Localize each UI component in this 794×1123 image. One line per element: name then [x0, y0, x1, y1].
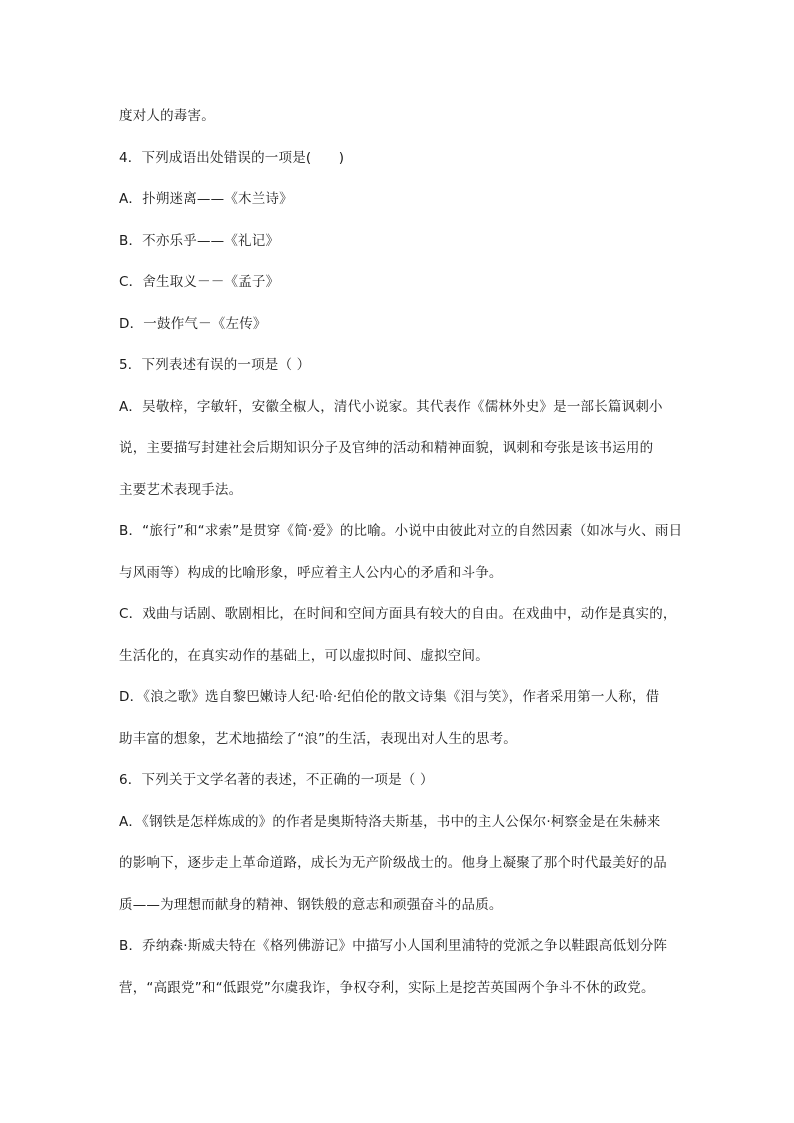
- question-6-option-a: A．《钢铁是怎样炼成的》的作者是奥斯特洛夫斯基，书中的主人公保尔·柯察金是在朱赫来: [119, 814, 661, 830]
- question-4-option-b: B．不亦乐乎——《礼记》: [119, 233, 280, 249]
- question-6-option-b: B．乔纳森·斯威夫特在《格列佛游记》中描写小人国利里浦特的党派之争以鞋跟高低划分阵: [119, 938, 668, 954]
- question-4-option-d: D．一鼓作气－《左传》: [119, 316, 267, 332]
- question-5-stem: 5．下列表述有误的一项是（ ）: [119, 357, 311, 373]
- question-5-option-d-cont: 助丰富的想象，艺术地描绘了“浪”的生活，表现出对人生的思考。: [119, 731, 517, 747]
- question-5-option-c: C．戏曲与话剧、歌剧相比，在时间和空间方面具有较大的自由。在戏曲中，动作是真实的，: [119, 606, 677, 622]
- question-5-option-d: D．《浪之歌》选自黎巴嫩诗人纪·哈·纪伯伦的散文诗集《泪与笑》，作者采用第一人称，借: [119, 689, 660, 705]
- question-5-option-a-cont: 主要艺术表现手法。: [119, 482, 243, 498]
- question-5-option-c-cont: 生活化的，在真实动作的基础上，可以虚拟时间、虚拟空间。: [119, 648, 489, 664]
- question-6-stem: 6．下列关于文学名著的表述，不正确的一项是（ ）: [119, 772, 434, 788]
- question-6-option-b-cont: 营，“高跟党”和“低跟党”尔虞我诈，争权夺利，实际上是挖苦英国两个争斗不休的政党。: [119, 980, 655, 996]
- question-6-option-a-cont: 的影响下，逐步走上革命道路，成长为无产阶级战士的。他身上凝聚了那个时代最美好的品: [119, 855, 667, 871]
- question-4-stem: 4．下列成语出处错误的一项是( ): [119, 150, 345, 166]
- question-5-option-a-cont: 说，主要描写封建社会后期知识分子及官绅的活动和精神面貌，讽刺和夸张是该书运用的: [119, 440, 654, 456]
- question-5-option-b: B．“旅行”和“求索”是贯穿《简·爱》的比喻。小说中由彼此对立的自然因素（如冰与火、雨日: [119, 523, 683, 539]
- question-4-option-c: C．舍生取义－－《孟子》: [119, 274, 280, 290]
- question-5-option-b-cont: 与风雨等）构成的比喻形象，呼应着主人公内心的矛盾和斗争。: [119, 565, 503, 581]
- question-5-option-a: A．吴敬梓，字敏轩，安徽全椒人，清代小说家。其代表作《儒林外史》是一部长篇讽刺小: [119, 399, 663, 415]
- text-line: 度对人的毒害。: [119, 108, 215, 124]
- question-6-option-a-cont: 质——为理想而献身的精神、钢铁般的意志和顽强奋斗的品质。: [119, 897, 503, 913]
- question-4-option-a: A．扑朔迷离——《木兰诗》: [119, 191, 293, 207]
